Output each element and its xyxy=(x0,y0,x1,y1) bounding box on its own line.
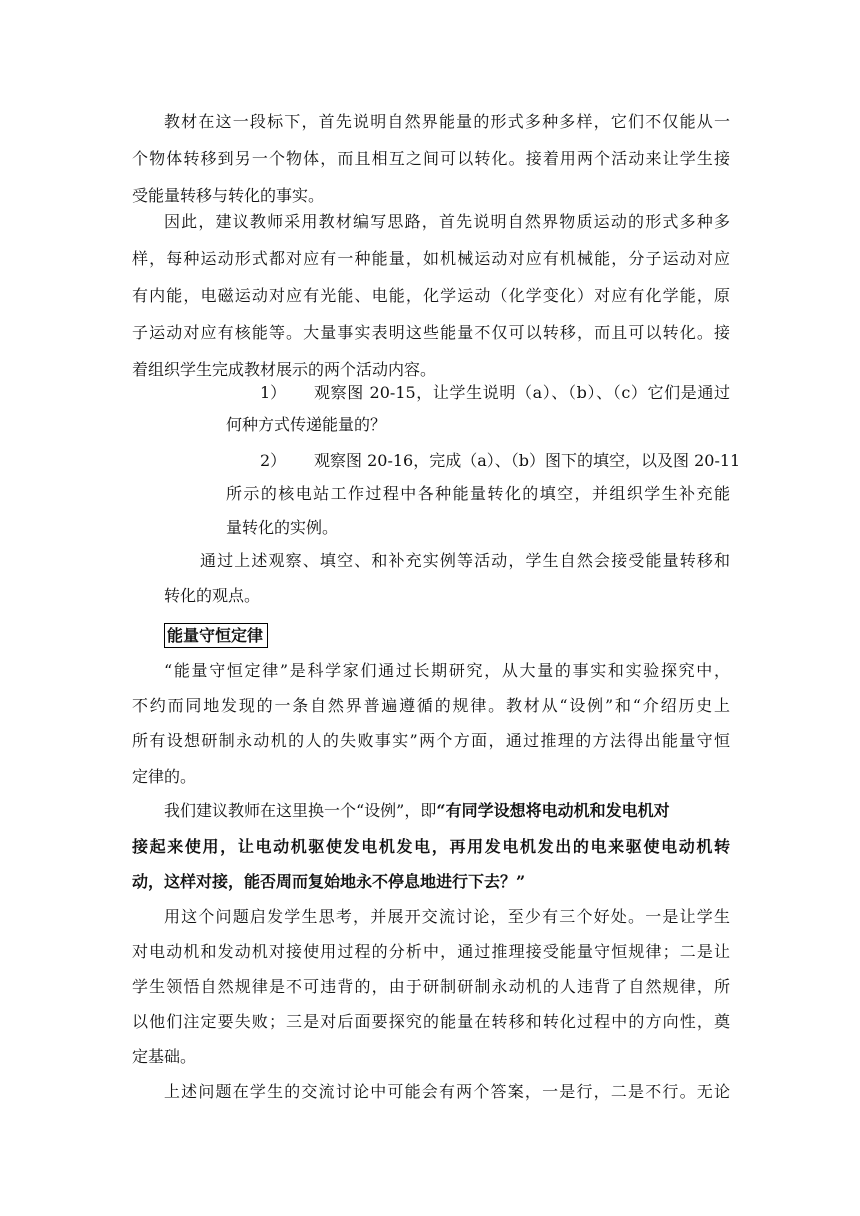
text-line: 定律的。 xyxy=(132,767,197,786)
text-line: 受能量转移与转化的事实。 xyxy=(132,186,325,205)
text-line: “能量守恒定律”是科学家们通过长期研究，从大量的事实和实验探究中， xyxy=(164,661,730,680)
emphasized-question: 接起来使用，让电动机驱使发电机发电，再用发电机发出的电来驱使电动机转 xyxy=(132,837,730,856)
text-line: 通过上述观察、填空、和补充实例等活动，学生自然会接受能量转移和 xyxy=(200,551,730,570)
text-line: 教材在这一段标下，首先说明自然界能量的形式多种多样，它们不仅能从一 xyxy=(164,112,730,131)
text-line: 不约而同地发现的一条自然界普遍遵循的规律。教材从“设例”和“介绍历史上 xyxy=(132,696,730,715)
text-line: 对电动机和发动机对接使用过程的分析中，通过推理接受能量守恒规律；二是让 xyxy=(132,942,730,961)
text-line: 定基础。 xyxy=(132,1047,197,1066)
text-line: 有内能，电磁运动对应有光能、电能，化学运动（化学变化）对应有化学能，原 xyxy=(132,286,730,305)
emphasized-question: 动，这样对接，能否周而复始地永不停息地进行下去？” xyxy=(132,872,526,891)
lead-text: 我们建议教师在这里换一个“设例”，即 xyxy=(164,801,437,820)
list-item-number: 2） xyxy=(260,451,287,470)
text-line: 上述问题在学生的交流讨论中可能会有两个答案，一是行，二是不行。无论 xyxy=(164,1082,730,1101)
list-item-text: 观察图 20-16，完成（a）、（b）图下的填空，以及图 20-11 xyxy=(314,451,741,470)
text-line: 以他们注定要失败；三是对后面要探究的能量在转移和转化过程中的方向性，奠 xyxy=(132,1012,730,1031)
emphasized-question: “有同学设想将电动机和发电机对 xyxy=(436,801,670,820)
text-line: 个物体转移到另一个物体，而且相互之间可以转化。接着用两个活动来让学生接 xyxy=(132,149,730,168)
text-line: 学生领悟自然规律是不可违背的，由于研制研制永动机的人违背了自然规律，所 xyxy=(132,977,730,996)
list-item-text: 所示的核电站工作过程中各种能量转化的填空，并组织学生补充能 xyxy=(226,484,730,503)
text-line: 所有设想研制永动机的人的失败事实”两个方面，通过推理的方法得出能量守恒 xyxy=(132,731,730,750)
text-line: 着组织学生完成教材展示的两个活动内容。 xyxy=(132,360,437,379)
section-heading: 能量守恒定律 xyxy=(164,623,268,648)
text-line: 样，每种运动形式都对应有一种能量，如机械运动对应有机械能，分子运动对应 xyxy=(132,249,730,268)
text-line: 子运动对应有核能等。大量事实表明这些能量不仅可以转移，而且可以转化。接 xyxy=(132,323,730,342)
text-line xyxy=(164,800,670,822)
list-item-text: 何种方式传递能量的？ xyxy=(226,415,387,434)
list-item-text: 量转化的实例。 xyxy=(226,518,339,537)
list-item-number: 1） xyxy=(260,383,287,402)
text-line: 用这个问题启发学生思考，并展开交流讨论，至少有三个好处。一是让学生 xyxy=(164,907,730,926)
list-item-text: 观察图 20-15，让学生说明（a）、（b）、（c）它们是通过 xyxy=(314,383,730,402)
text-line: 因此，建议教师采用教材编写思路，首先说明自然界物质运动的形式多种多 xyxy=(164,212,730,231)
text-line: 转化的观点。 xyxy=(164,586,261,605)
